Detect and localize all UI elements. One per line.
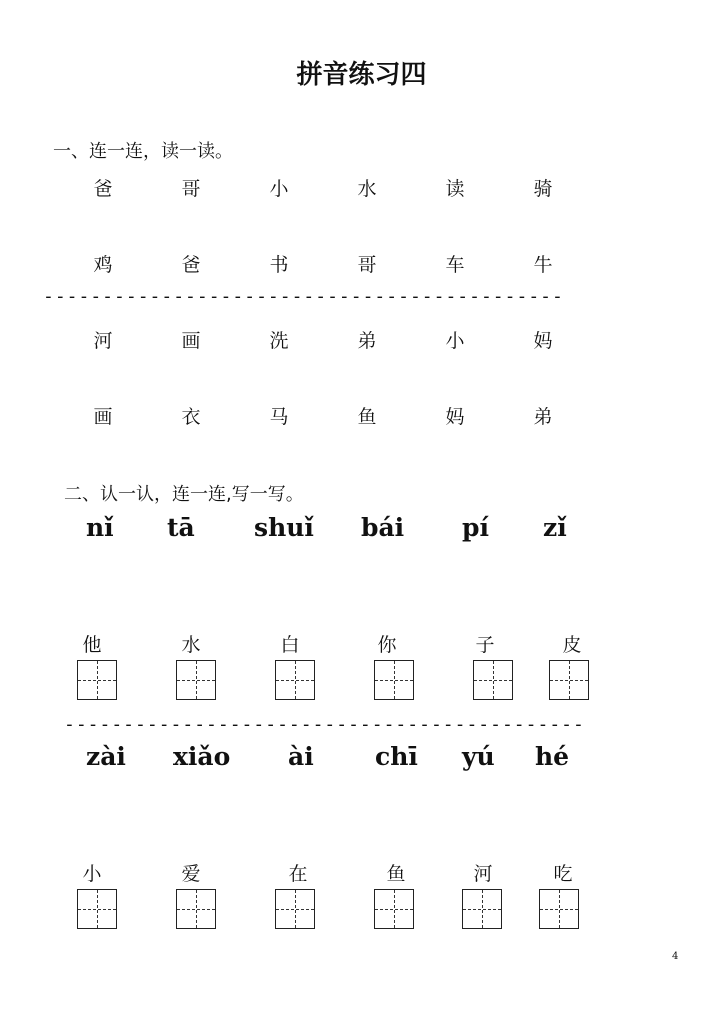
s1-row3-char-2: 画 bbox=[181, 330, 201, 352]
s1-row3-char-6: 妈 bbox=[533, 330, 553, 352]
s2-char1-4: 你 bbox=[377, 634, 397, 656]
s2-char1-2: 水 bbox=[181, 634, 201, 656]
writing-box[interactable] bbox=[176, 889, 216, 929]
writing-box[interactable] bbox=[473, 660, 513, 700]
writing-box[interactable] bbox=[462, 889, 502, 929]
divider-2: -------------------------------------------- bbox=[64, 714, 585, 735]
page-number: 4 bbox=[672, 951, 679, 962]
writing-box[interactable] bbox=[549, 660, 589, 700]
s1-row3-char-4: 弟 bbox=[357, 330, 377, 352]
s1-row1-char-2: 哥 bbox=[181, 178, 201, 200]
s2-char1-1: 他 bbox=[82, 634, 102, 656]
s1-row4-char-6: 弟 bbox=[533, 406, 553, 428]
s2-char2-3: 在 bbox=[288, 863, 308, 885]
s1-row2-char-1: 鸡 bbox=[93, 254, 113, 276]
s1-row1-char-5: 读 bbox=[445, 178, 465, 200]
s2-char2-4: 鱼 bbox=[386, 863, 406, 885]
s2-pinyin2-5: yú bbox=[462, 742, 495, 771]
s2-pinyin2-3: ài bbox=[288, 742, 314, 771]
s1-row1-char-4: 水 bbox=[357, 178, 377, 200]
s1-row2-char-4: 哥 bbox=[357, 254, 377, 276]
s2-pinyin1-2: tā bbox=[167, 513, 195, 542]
writing-box[interactable] bbox=[275, 889, 315, 929]
s2-pinyin1-5: pí bbox=[462, 513, 489, 542]
s1-row1-char-3: 小 bbox=[269, 178, 289, 200]
s2-pinyin2-6: hé bbox=[535, 742, 570, 771]
writing-box[interactable] bbox=[77, 660, 117, 700]
s2-char1-3: 白 bbox=[280, 634, 300, 656]
s1-row2-char-5: 车 bbox=[445, 254, 465, 276]
s2-pinyin2-1: zài bbox=[86, 742, 126, 771]
s2-pinyin2-2: xiǎo bbox=[173, 742, 231, 771]
writing-box[interactable] bbox=[77, 889, 117, 929]
s1-row4-char-4: 鱼 bbox=[357, 406, 377, 428]
writing-box[interactable] bbox=[539, 889, 579, 929]
s1-row3-char-3: 洗 bbox=[269, 330, 289, 352]
s2-char2-1: 小 bbox=[82, 863, 102, 885]
s1-row4-char-2: 衣 bbox=[181, 406, 201, 428]
s1-row4-char-1: 画 bbox=[93, 406, 113, 428]
writing-box[interactable] bbox=[374, 660, 414, 700]
s2-char2-6: 吃 bbox=[553, 863, 573, 885]
s2-pinyin2-4: chī bbox=[375, 742, 418, 771]
writing-box[interactable] bbox=[275, 660, 315, 700]
s1-row2-char-6: 牛 bbox=[533, 254, 553, 276]
s2-pinyin1-4: bái bbox=[361, 513, 405, 542]
s1-row4-char-5: 妈 bbox=[445, 406, 465, 428]
s2-pinyin1-1: nǐ bbox=[86, 513, 114, 542]
divider-1: -------------------------------------------- bbox=[43, 286, 564, 307]
s1-row4-char-3: 马 bbox=[269, 406, 289, 428]
s2-char2-2: 爱 bbox=[181, 863, 201, 885]
section-2-heading: 二、认一认，连一连,写一写。 bbox=[64, 484, 304, 505]
s1-row3-char-1: 河 bbox=[93, 330, 113, 352]
s1-row2-char-2: 爸 bbox=[181, 254, 201, 276]
page-title: 拼音练习四 bbox=[296, 60, 427, 90]
s1-row1-char-6: 骑 bbox=[533, 178, 553, 200]
s2-char1-6: 皮 bbox=[562, 634, 582, 656]
s1-row2-char-3: 书 bbox=[269, 254, 289, 276]
s2-pinyin1-6: zǐ bbox=[543, 513, 567, 542]
writing-box[interactable] bbox=[374, 889, 414, 929]
s2-char1-5: 子 bbox=[475, 634, 495, 656]
s2-pinyin1-3: shuǐ bbox=[254, 513, 314, 542]
writing-box[interactable] bbox=[176, 660, 216, 700]
section-1-heading: 一、连一连，读一读。 bbox=[53, 141, 233, 162]
s1-row3-char-5: 小 bbox=[445, 330, 465, 352]
s2-char2-5: 河 bbox=[473, 863, 493, 885]
s1-row1-char-1: 爸 bbox=[93, 178, 113, 200]
